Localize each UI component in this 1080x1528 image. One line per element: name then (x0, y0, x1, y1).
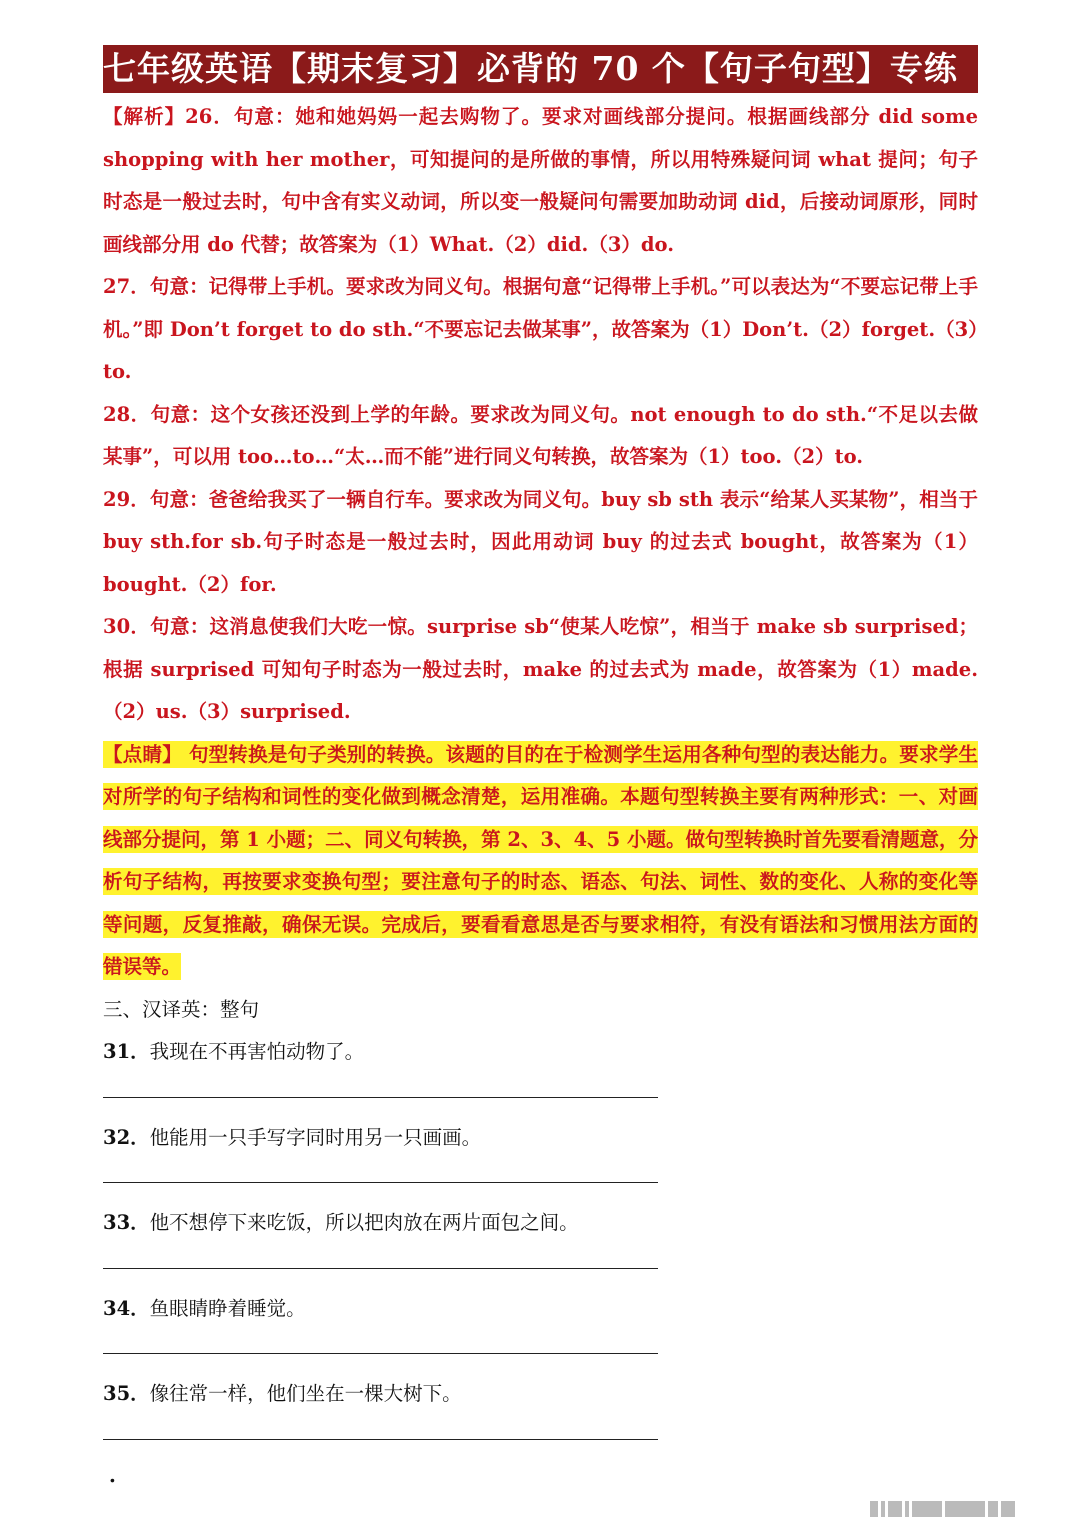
trailing-dot: ． (109, 1462, 132, 1488)
analysis-paragraph-26: 【解析】26．句意：她和她妈妈一起去购物了。要求对画线部分提问。根据画线部分 did some shopping with her mother，可知提问的是所做的事情，所以用特殊疑问词 what 提问；句子时态是一般过去时，句中含有实义动词，所以变一般疑问句需要加助动词 did，后接动词原形，同时画线部分用 do 代替；故答案为（1）What.（2）did.（3）do. (103, 105, 978, 256)
question-text: 他能用一只手写字同时用另一只画画。 (149, 1125, 482, 1149)
question-text: 鱼眼睛睁着睡觉。 (149, 1296, 306, 1320)
question-31 (103, 1031, 978, 1098)
question-33 (103, 1202, 978, 1269)
analysis-paragraph-29: 29．句意：爸爸给我买了一辆自行车。要求改为同义句。buy sb sth 表示“给某人买某物”，相当于 buy sth.for sb.句子时态是一般过去时，因此用动词 buy 的过去式 bought，故答案为（1）bought.（2）for. (103, 487, 978, 596)
page-title: 七年级英语【期末复习】必背的 70 个【句子句型】专练 (103, 49, 958, 88)
question-32 (103, 1117, 978, 1184)
analysis-paragraph-30: 30．句意：这消息使我们大吃一惊。surprise sb“使某人吃惊”，相当于 make sb surprised；根据 surprised 可知句子时态为一般过去时，make 的过去式为 made，故答案为（1）made.（2）us.（3）surprised. (103, 615, 978, 723)
key-point-text: 【点睛】 句型转换是句子类别的转换。该题的目的在于检测学生运用各种句型的表达能力。要求学生对所学的句子结构和词性的变化做到概念清楚，运用准确。本题句型转换主要有两种形式：一、对画线部分提问，第 1 小题；二、同义句转换，第 2、3、4、5 小题。做句型转换时首先要看清题意，分析句子结构，再按要求变换句型；要注意句子的时态、语态、句法、词性、数的变化、人称的变化等等问题，反复推敲，确保无误。完成后，要看看意思是否与要求相符，有没有语法和习惯用法方面的错误等。 (103, 742, 978, 978)
question-number: 32． (103, 1125, 150, 1149)
question-number: 34． (103, 1296, 150, 1320)
question-34 (103, 1288, 978, 1355)
answer-line[interactable] (103, 1268, 658, 1269)
answer-line[interactable] (103, 1182, 658, 1183)
key-point-highlight (103, 734, 978, 989)
question-text: 他不想停下来吃饭，所以把肉放在两片面包之间。 (149, 1211, 579, 1234)
question-35 (103, 1373, 978, 1440)
question-number: 33． (103, 1211, 150, 1234)
answer-line[interactable] (103, 1439, 658, 1440)
section-title: 三、汉译英：整句 (103, 997, 260, 1021)
question-number: 35． (103, 1382, 150, 1405)
answer-line[interactable] (103, 1353, 658, 1354)
analysis-paragraph-27: 27．句意：记得带上手机。要求改为同义句。根据句意“记得带上手机。”可以表达为“不要忘记带上手机。”即 Don’t forget to do sth.“不要忘记去做某事”，故答案为（1）Don’t.（2）forget.（3）to. (103, 275, 978, 383)
page-title-banner (103, 45, 978, 93)
answer-line[interactable] (103, 1097, 658, 1098)
question-number: 31． (103, 1040, 150, 1063)
question-text: 像往常一样，他们坐在一棵大树下。 (149, 1382, 462, 1405)
watermark-logo (870, 1500, 1060, 1518)
analysis-paragraph-28: 28．句意：这个女孩还没到上学的年龄。要求改为同义句。not enough to do sth.“不足以去做某事”，可以用 too…to…“太…而不能”进行同义句转换，故答案为（1）too.（2）to. (103, 402, 978, 468)
question-text: 我现在不再害怕动物了。 (149, 1040, 365, 1063)
document-body (103, 96, 978, 1459)
